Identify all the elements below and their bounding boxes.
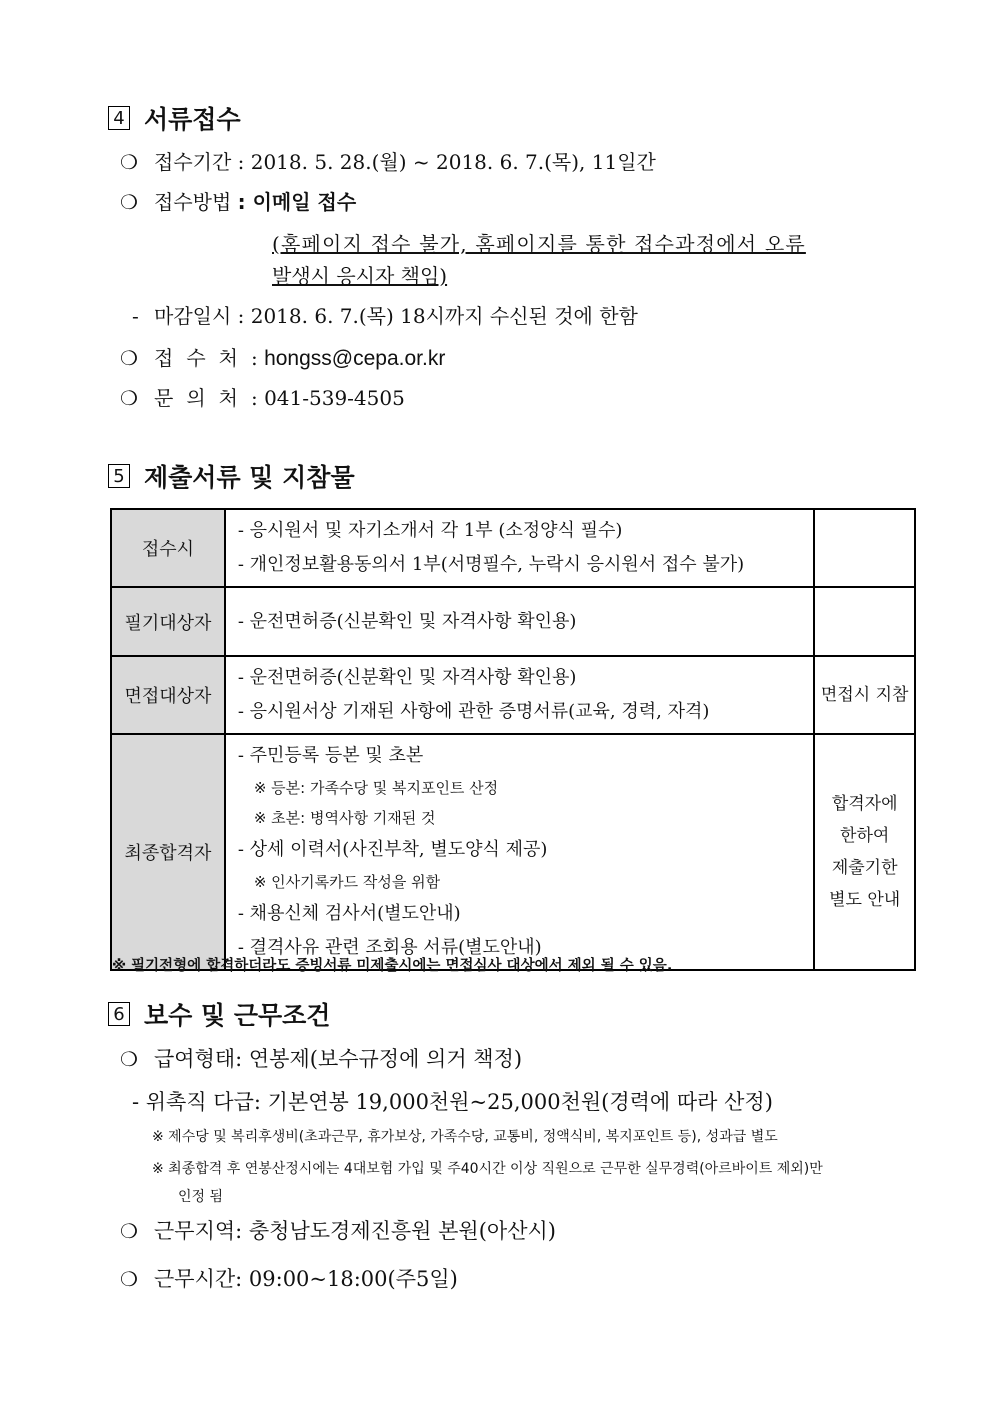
category-cell: 면접대상자 [111, 656, 225, 734]
list-item: - 결격사유 관련 조회용 서류(별도안내) [237, 937, 542, 958]
location-line [120, 1215, 556, 1245]
category-cell: 접수시 [111, 509, 225, 587]
deadline-key: 마감일시 [154, 304, 232, 328]
list-subitem: ※ 인사기록카드 작성을 위함 [253, 873, 441, 891]
category-cell: 필기대상자 [111, 587, 225, 656]
circle-bullet-icon: ❍ [120, 1219, 138, 1243]
items-cell [225, 656, 814, 734]
recipient-colon: : [250, 346, 258, 370]
note-line: 제출기한 [831, 858, 898, 878]
pay-type: 급여형태: 연봉제(보수규정에 의거 책정) [154, 1047, 523, 1071]
pay-level-line: - 위촉직 다급: 기본연봉 19,000천원~25,000천원(경력에 따라 산정) [132, 1090, 773, 1114]
work-hours: 근무시간: 09:00~18:00(주5일) [154, 1267, 458, 1291]
circle-bullet-icon: ❍ [120, 190, 138, 214]
circle-bullet-icon: ❍ [120, 346, 138, 370]
contact-line [120, 382, 405, 411]
category-cell: 최종합격자 [111, 734, 225, 970]
circle-bullet-icon: ❍ [120, 150, 138, 174]
hours-line [120, 1263, 458, 1293]
table-row [111, 587, 915, 656]
table-row [111, 734, 915, 970]
circle-bullet-icon: ❍ [120, 1047, 138, 1071]
section-title: 보수 및 근무조건 [144, 1001, 331, 1030]
table-footnote: ※ 필기전형에 합격하더라도 증빙서류 미제출시에는 면접심사 대상에서 제외 될 수 있음. [112, 958, 673, 974]
method-note-line1: (홈페이지 접수 불가, 홈페이지를 통한 접수과정에서 오류 [272, 232, 806, 256]
period-key: 접수기간 [154, 150, 232, 174]
section-5-heading [108, 458, 355, 494]
pay-note-2: ※ 최종합격 후 연봉산정시에는 4대보험 가입 및 주40시간 이상 직원으로 근무한 실무경력(아르바이트 제외)만 [152, 1161, 823, 1177]
recipient-email[interactable]: hongss@cepa.or.kr [264, 347, 446, 370]
list-item: - 응시원서 및 자기소개서 각 1부 (소정양식 필수) [237, 520, 623, 541]
list-item: - 상세 이력서(사진부착, 별도양식 제공) [237, 839, 548, 860]
section-title: 서류접수 [144, 105, 241, 134]
documents-table [110, 508, 916, 971]
list-item: - 운전면허증(신분확인 및 자격사항 확인용) [237, 667, 577, 688]
method-line [120, 186, 356, 215]
note-line: 합격자에 [831, 794, 898, 814]
note-line: 한하여 [840, 826, 890, 846]
list-subitem: ※ 초본: 병역사항 기재된 것 [253, 809, 436, 827]
list-item: - 운전면허증(신분확인 및 자격사항 확인용) [237, 610, 577, 632]
recipient-line [120, 342, 445, 371]
list-item: - 주민등록 등본 및 초본 [237, 745, 424, 766]
contact-key: 문의처 [154, 386, 251, 410]
recipient-key: 접수처 [154, 346, 251, 370]
table-row [111, 509, 915, 587]
items-cell [225, 509, 814, 587]
pay-note-1: ※ 제수당 및 복리후생비(초과근무, 휴가보상, 가족수당, 교통비, 정액식비, 복지포인트 등), 성과급 별도 [152, 1129, 778, 1145]
section-title: 제출서류 및 지참물 [144, 463, 355, 492]
deadline-line [132, 300, 638, 329]
deadline-value: : 2018. 6. 7.(목) 18시까지 수신된 것에 한함 [237, 304, 638, 328]
list-item: - 채용신체 검사서(별도안내) [237, 903, 461, 924]
note-cell [814, 734, 915, 970]
section-6-heading [108, 996, 330, 1032]
note-line: 별도 안내 [829, 890, 901, 910]
circle-bullet-icon: ❍ [120, 1267, 138, 1291]
work-location: 근무지역: 충청남도경제진흥원 본원(아산시) [154, 1219, 556, 1243]
section-number: 4 [108, 106, 130, 130]
section-4-heading [108, 100, 241, 136]
pay-note-2-cont: 인정 됨 [178, 1189, 224, 1205]
method-note-line2: 발생시 응시자 책임) [272, 264, 448, 288]
period-line [120, 146, 656, 175]
pay-type-line [120, 1043, 522, 1073]
circle-bullet-icon: ❍ [120, 386, 138, 410]
list-item: - 개인정보활용동의서 1부(서명필수, 누락시 응시원서 접수 불가) [237, 554, 745, 575]
period-value: : 2018. 5. 28.(월) ~ 2018. 6. 7.(목), 11일간 [237, 150, 656, 174]
note-cell: 면접시 지참 [814, 656, 915, 734]
method-key: 접수방법 [154, 190, 232, 214]
method-value: : 이메일 접수 [237, 190, 357, 214]
list-subitem: ※ 등본: 가족수당 및 복지포인트 산정 [253, 779, 499, 797]
contact-value: : 041-539-4505 [250, 386, 405, 410]
section-number: 6 [108, 1002, 130, 1026]
note-cell [814, 587, 915, 656]
items-cell [225, 587, 814, 656]
section-number: 5 [108, 464, 130, 488]
table-row [111, 656, 915, 734]
dash-bullet: - [132, 304, 139, 328]
items-cell [225, 734, 814, 970]
list-item: - 응시원서상 기재된 사항에 관한 증명서류(교육, 경력, 자격) [237, 701, 710, 722]
note-cell [814, 509, 915, 587]
